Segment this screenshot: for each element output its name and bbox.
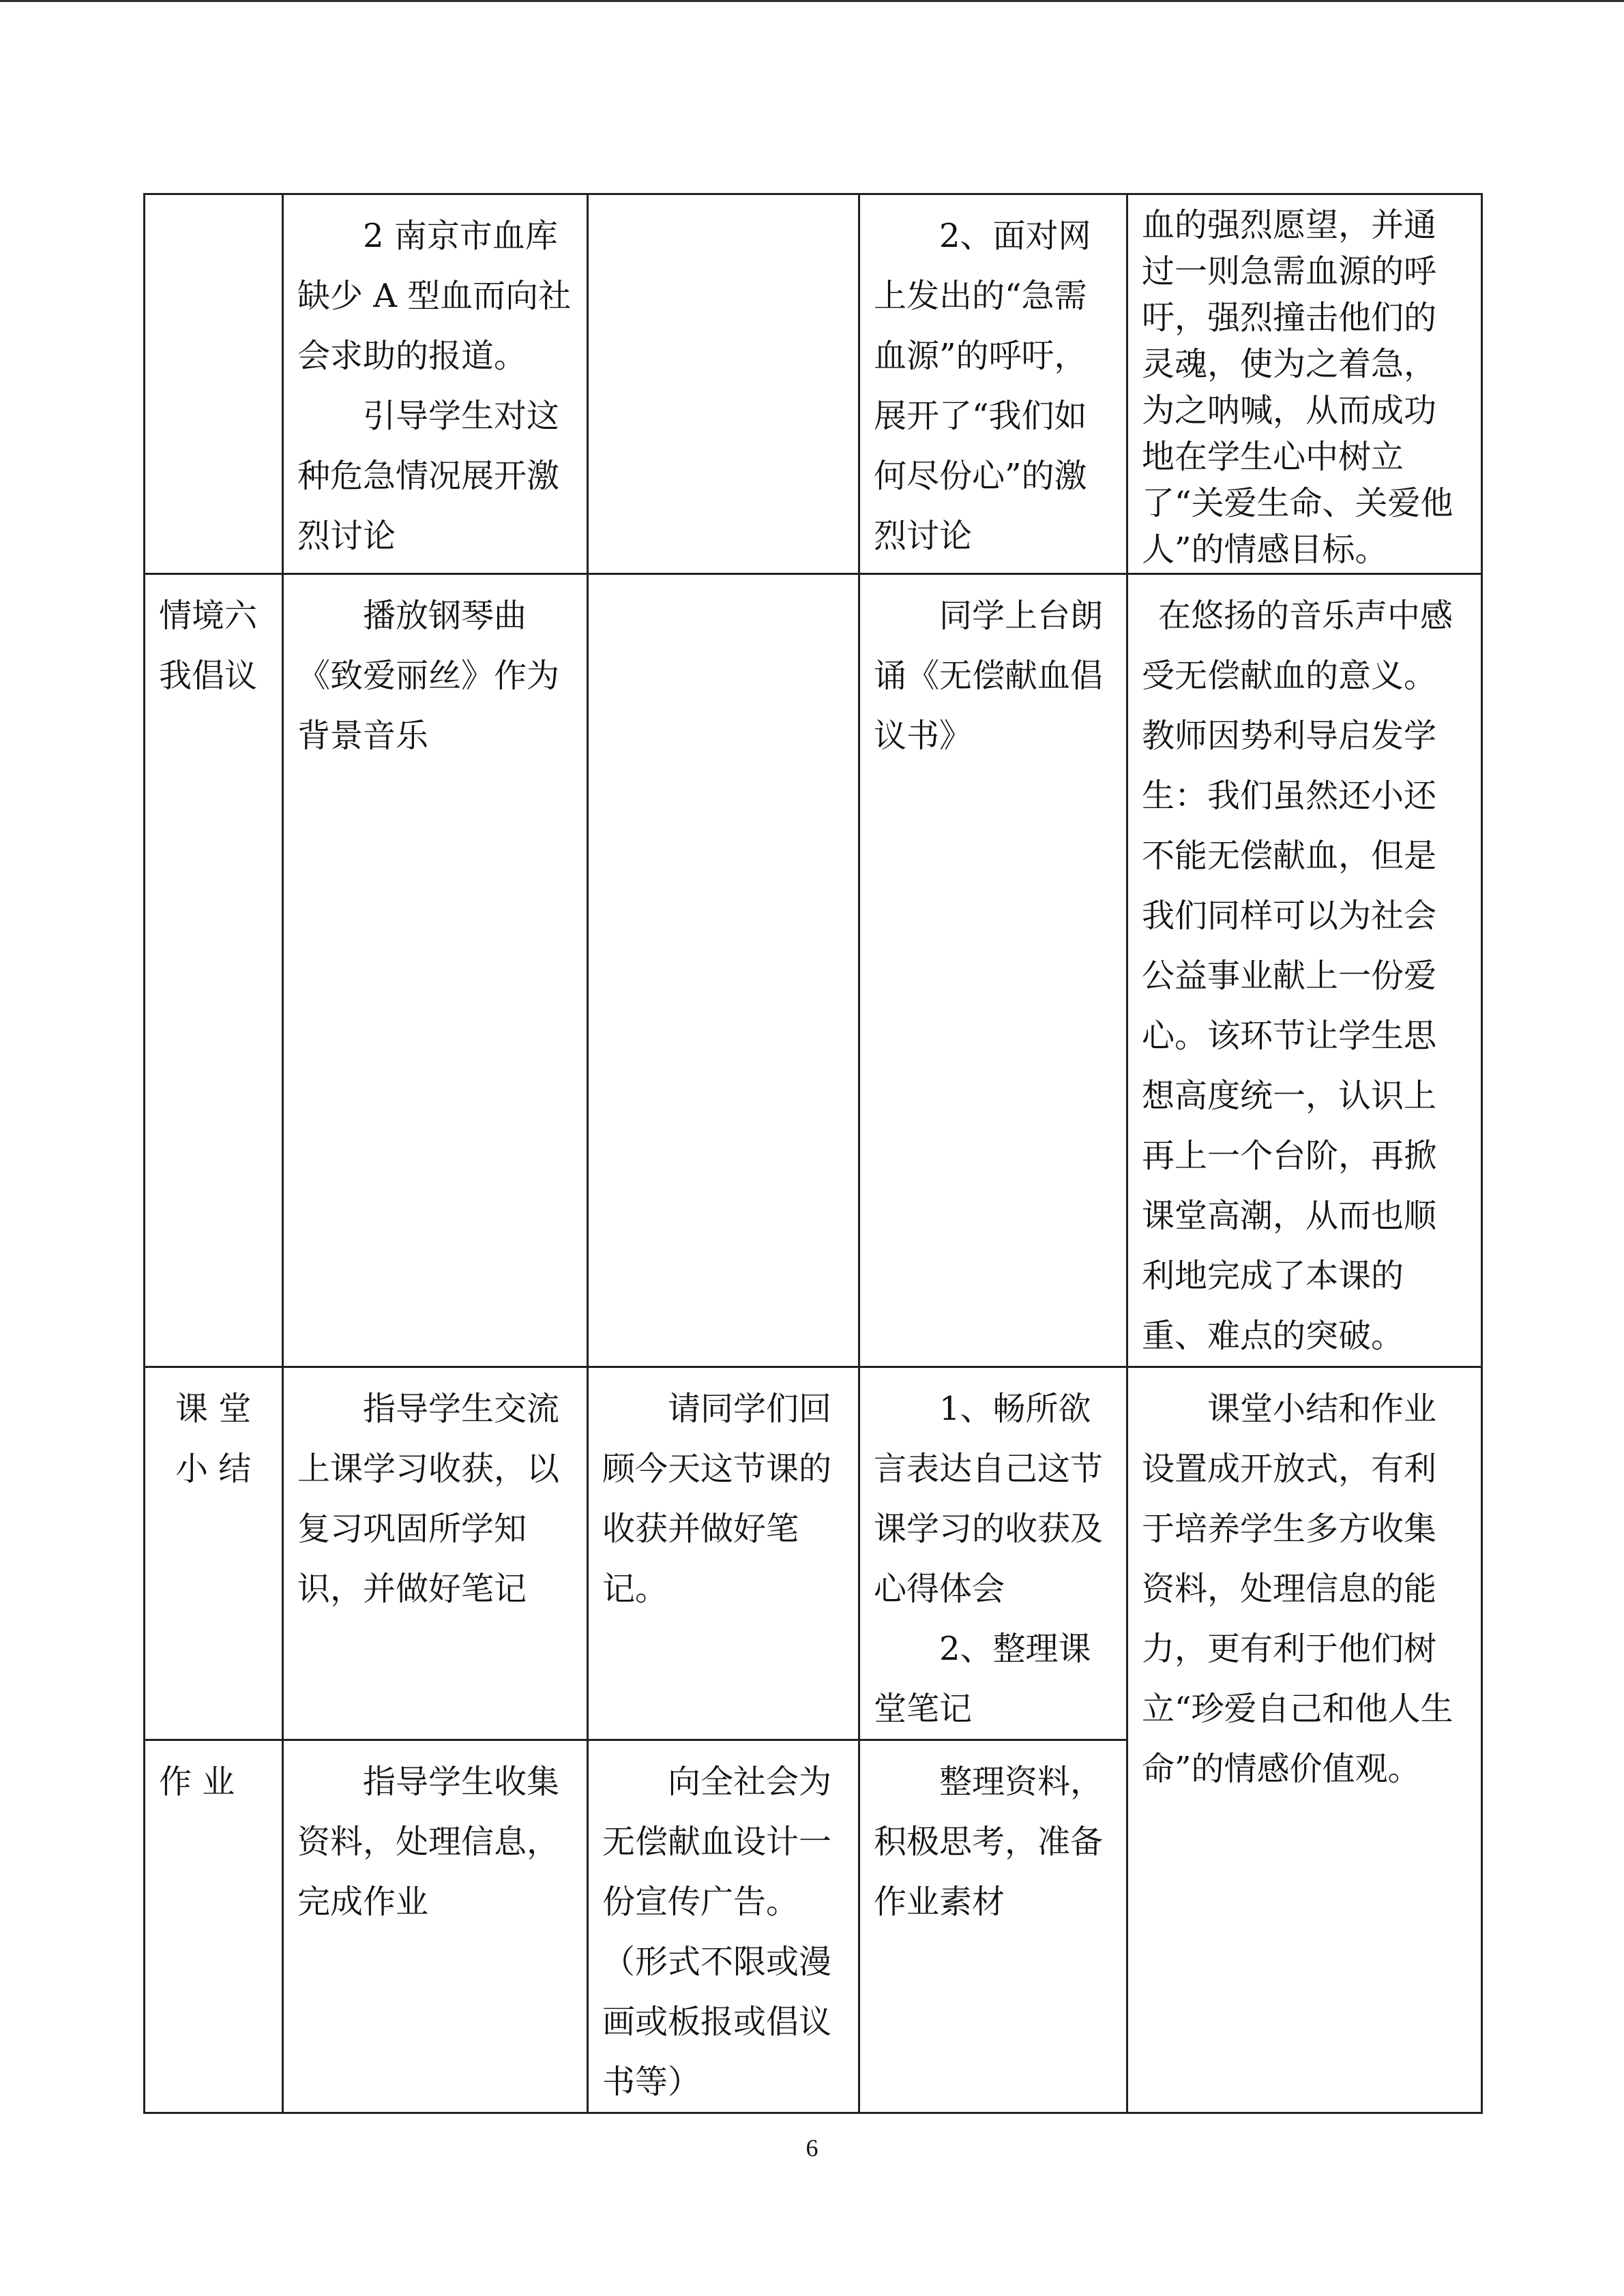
stage-label: 小 结	[175, 1450, 252, 1488]
student-activity-cell	[859, 1367, 1127, 1740]
page-number: 6	[806, 2134, 818, 2162]
task-cell	[588, 1367, 859, 1740]
cell-paragraph: （形式不限或漫画或板报或倡议书等）	[602, 1943, 832, 2101]
stage-cell	[145, 194, 283, 574]
teacher-activity-cell	[283, 1367, 588, 1740]
cell-paragraph: 整理资料，积极思考，准备作业素材	[874, 1763, 1104, 1921]
lesson-plan-table-wrapper	[143, 193, 1481, 2101]
student-activity-cell	[859, 194, 1127, 574]
cell-paragraph: 血的强烈愿望，并通过一则急需血源的呼吁，强烈撞击他们的灵魂，使为之着急，为之呐喊，从而成功地在学生心中树立了“关爱生命、关爱他人”的情感目标。	[1142, 206, 1453, 569]
lesson-plan-table	[143, 193, 1483, 2114]
cell-paragraph: 2、整理课堂笔记	[874, 1630, 1091, 1728]
task-cell	[588, 1740, 859, 2113]
task-cell	[588, 574, 859, 1367]
stage-label: 情境六	[159, 597, 258, 635]
stage-cell	[145, 1740, 283, 2113]
table-row	[145, 194, 1482, 574]
teacher-activity-cell	[283, 1740, 588, 2113]
stage-label: 课 堂	[175, 1390, 252, 1428]
design-intent-cell	[1127, 574, 1482, 1367]
cell-paragraph: 向全社会为无偿献血设计一份宣传广告。	[602, 1763, 832, 1921]
student-activity-cell	[859, 574, 1127, 1367]
cell-paragraph: 引导学生对这种危急情况展开激烈讨论	[297, 397, 560, 555]
teacher-activity-cell	[283, 194, 588, 574]
stage-label: 作 业	[159, 1763, 235, 1801]
design-intent-cell	[1127, 1367, 1482, 2113]
stage-cell	[145, 1367, 283, 1740]
teacher-activity-cell	[283, 574, 588, 1367]
cell-paragraph: 2、面对网上发出的“急需血源”的呼吁，展开了“我们如何尽份心”的激烈讨论	[874, 217, 1091, 555]
cell-paragraph: 1、畅所欲言表达自己这节课学习的收获及心得体会	[874, 1390, 1104, 1608]
cell-paragraph: 在悠扬的音乐声中感受无偿献血的意义。教师因势利导启发学生：我们虽然还小还不能无偿献血，但是我们同样可以为社会公益事业献上一份爱心。该环节让学生思想高度统一，认识上再上一个台阶，再掀课堂高潮，从而也顺利地完成了本课的重、难点的突破。	[1142, 597, 1453, 1355]
cell-paragraph: 同学上台朗诵《无偿献血倡议书》	[874, 597, 1104, 755]
cell-paragraph: 课堂小结和作业设置成开放式，有利于培养学生多方收集资料，处理信息的能力，更有利于他们树立“珍爱自己和他人生命”的情感价值观。	[1142, 1390, 1453, 1788]
cell-paragraph: 2 南京市血库缺少 A 型血而向社会求助的报道。	[297, 217, 572, 375]
design-intent-cell	[1127, 194, 1482, 574]
cell-paragraph: 请同学们回顾今天这节课的收获并做好笔记。	[602, 1390, 832, 1608]
cell-paragraph: 指导学生收集资料，处理信息，完成作业	[297, 1763, 560, 1921]
cell-paragraph: 播放钢琴曲《致爱丽丝》作为背景音乐	[297, 597, 560, 755]
top-border-line	[0, 0, 1624, 2]
stage-label: 我倡议	[159, 657, 258, 695]
stage-cell	[145, 574, 283, 1367]
cell-paragraph: 指导学生交流上课学习收获，以复习巩固所学知识，并做好笔记	[297, 1390, 560, 1608]
table-row	[145, 1367, 1482, 1740]
task-cell	[588, 194, 859, 574]
student-activity-cell	[859, 1740, 1127, 2113]
table-row	[145, 574, 1482, 1367]
